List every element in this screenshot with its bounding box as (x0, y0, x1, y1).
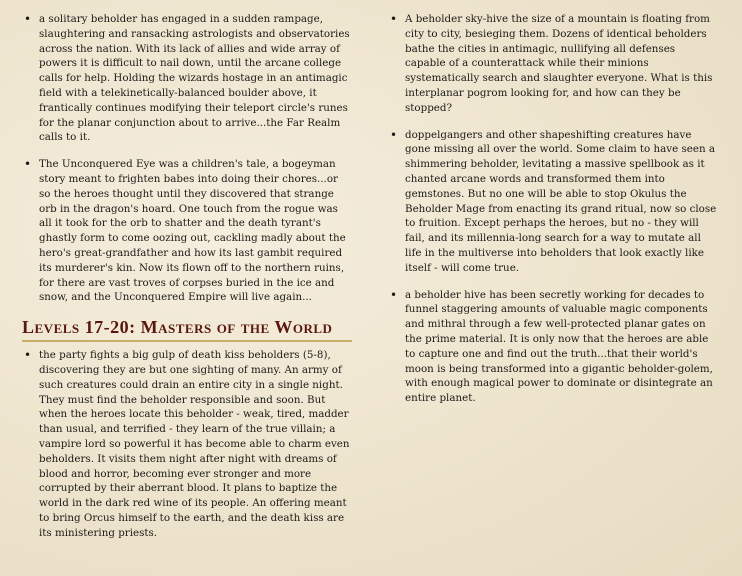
section-heading: Levels 17-20: Masters of the World (22, 317, 352, 342)
bullet-list-bottom (22, 348, 352, 540)
right-column (388, 12, 718, 418)
list-item: • the party fights a big gulp of death kiss beholders (5-8), discovering they are but one sighting of many. An army of such creatures could drain an entire city in a single night. They must find the beholder responsible and soon. But when the heroes locate this beholder - weak, tired, madder than usual, and terrified - they learn of the true villain; a vampire lord so powerful it has become able to charm even beholders. It visits them night after night with dreams of blood and horror, becoming ever stronger and more corrupted by their aberrant blood. It plans to baptize the world in the dark red wine of its people. An offering meant to bring Orcus himself to the earth, and the death kiss are its ministering priests. (22, 348, 352, 540)
list-item: • The Unconquered Eye was a children's tale, a bogeyman story meant to frighten babes into doing their chores...or so the heroes thought until they discovered that strange orb in the dragon's hoard. One touch from the rogue was all it took for the orb to shatter and the death tyrant's ghastly form to come oozing out, cackling madly about the hero's great-grandfather and how its last gambit required its murderer's kin. Now its flown off to the northern ruins, for there are vast troves of corpses buried in the ice and snow, and the Unconquered Empire will live again... (22, 157, 352, 305)
left-column (22, 12, 352, 553)
list-item: • A beholder sky-hive the size of a mountain is floating from city to city, besieging them. Dozens of identical beholders bathe the cities in antimagic, nullifying all defenses capable of a counterattack while their minions systematically search and slaughter everyone. What is this interplanar pogrom looking for, and how can they be stopped? (388, 12, 718, 116)
list-item: • a beholder hive has been secretly working for decades to funnel staggering amounts of valuable magic components and mithral through a few well-protected planar gates on the prime material. It is only now that the heroes are able to capture one and find out the truth...that their world's moon is being transformed into a gigantic beholder-golem, with enough magical power to dominate or disintegrate an entire planet. (388, 288, 718, 406)
bullet-list-right (388, 12, 718, 406)
bullet-list-top (22, 12, 352, 305)
list-item: • doppelgangers and other shapeshifting creatures have gone missing all over the world. Some claim to have seen a shimmering beholder, levitating a massive spellbook as it chanted arcane words and transformed them into gemstones. But no one will be able to stop Okulus the Beholder Mage from enacting its grand ritual, now so close to fruition. Except perhaps the heroes, but no - they will fail, and its millennia-long search for a way to mutate all life in the multiverse into beholders that look exactly like itself - will come true. (388, 128, 718, 276)
list-item: • a solitary beholder has engaged in a sudden rampage, slaughtering and ransacking astrologists and observatories across the nation. With its lack of allies and wide array of powers it is difficult to nail down, until the arcane college calls for help. Holding the wizards hostage in an antimagic field with a telekinetically-balanced boulder above, it frantically continues modifying their teleport circle's runes for the planar conjunction about to arrive...the Far Realm calls to it. (22, 12, 352, 145)
